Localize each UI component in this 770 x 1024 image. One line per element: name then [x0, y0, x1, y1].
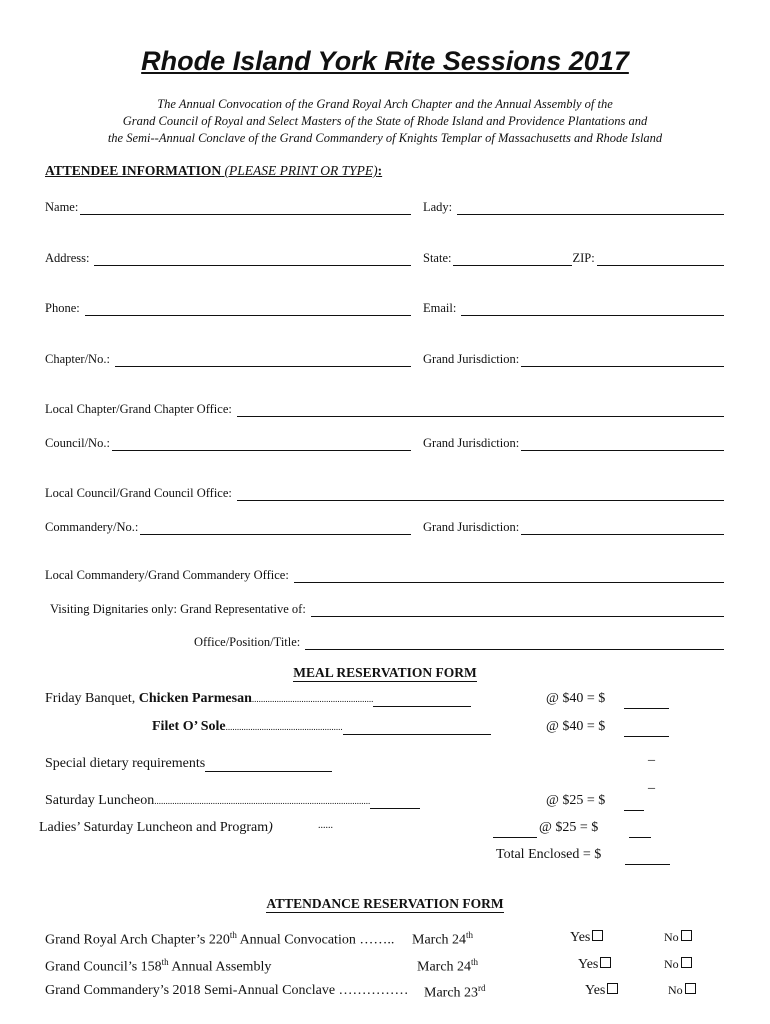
subtitle-line-3: the Semi-‐Annual Conclave of the Grand Commandery of Knights Templar of Massachusetts and Rhode Island: [107, 131, 663, 145]
attendance-heading: ATTENDANCE RESERVATION FORM: [266, 896, 504, 911]
commandery-jurisdiction-field[interactable]: [423, 520, 724, 535]
no-checkbox-chapter[interactable]: No: [664, 930, 692, 945]
lady-label: Lady:: [423, 200, 453, 214]
ladies-count-field[interactable]: [493, 820, 537, 838]
zip-label: ZIP:: [572, 251, 595, 265]
lady-field[interactable]: [423, 200, 724, 215]
council-field[interactable]: [45, 436, 411, 451]
local-chapter-office-field[interactable]: [45, 402, 724, 417]
local-council-office-label: Local Council/Grand Council Office:: [45, 486, 232, 500]
total-enclosed-label: Total Enclosed = $: [496, 847, 602, 862]
yes-checkbox-chapter[interactable]: Yes: [570, 930, 603, 946]
commandery-label: Commandery/No.:: [45, 520, 139, 534]
name-label: Name:: [45, 200, 79, 214]
dietary-requirements-field[interactable]: [45, 756, 332, 772]
chapter-label: Chapter/No.:: [45, 352, 110, 366]
local-council-office-field[interactable]: [45, 486, 724, 501]
local-chapter-office-label: Local Chapter/Grand Chapter Office:: [45, 402, 232, 416]
ladies-dots: ......: [318, 820, 333, 831]
office-position-field[interactable]: [194, 635, 724, 650]
no-checkbox-commandery[interactable]: No: [668, 983, 696, 998]
saturday-amount-field[interactable]: [624, 793, 644, 811]
chapter-jurisdiction-field[interactable]: [423, 352, 724, 367]
checkbox-icon: [681, 930, 692, 941]
dietary-label: Special dietary requirements: [45, 756, 206, 771]
phone-field[interactable]: [45, 301, 411, 316]
address-field[interactable]: [45, 251, 411, 266]
friday-chicken-row: Friday Banquet, Chicken Parmesan......................................................: [45, 691, 471, 707]
yes-checkbox-commandery[interactable]: Yes: [585, 983, 618, 999]
subtitle-line-2: Grand Council of Royal and Select Masters of the State of Rhode Island and Providence Plantations and: [122, 114, 648, 128]
email-label: Email:: [423, 301, 457, 315]
yes-checkbox-council[interactable]: Yes: [578, 957, 611, 973]
email-field[interactable]: [423, 301, 724, 316]
meal-heading: MEAL RESERVATION FORM: [293, 665, 477, 680]
office-position-label: Office/Position/Title:: [194, 635, 301, 649]
ladies-luncheon-price: @ $25 = $: [539, 820, 599, 835]
grand-jurisdiction-label: Grand Jurisdiction:: [423, 520, 520, 534]
checkbox-icon: [600, 957, 611, 968]
total-amount-field[interactable]: [625, 847, 670, 865]
local-commandery-office-field[interactable]: [45, 568, 724, 583]
saturday-luncheon-row: Saturday Luncheon................................................................................................: [45, 793, 420, 809]
visiting-dignitaries-field[interactable]: [50, 602, 724, 617]
local-commandery-office-label: Local Commandery/Grand Commandery Office:: [45, 568, 289, 582]
council-jurisdiction-field[interactable]: [423, 436, 724, 451]
state-zip-field[interactable]: [423, 251, 724, 266]
name-field[interactable]: [45, 200, 411, 215]
no-checkbox-council[interactable]: No: [664, 957, 692, 972]
attendance-date-commandery: March 23rd: [424, 983, 486, 1001]
chicken-amount-field[interactable]: [624, 691, 669, 709]
ladies-luncheon-row: Ladies’ Saturday Luncheon and Program): [39, 820, 273, 835]
checkbox-icon: [685, 983, 696, 994]
friday-chicken-price: @ $40 = $: [546, 691, 606, 706]
visiting-dignitaries-label: Visiting Dignitaries only: Grand Representative of:: [50, 602, 306, 616]
subtitle-line-1: The Annual Convocation of the Grand Royal Arch Chapter and the Annual Assembly of the: [157, 97, 613, 111]
checkbox-icon: [681, 957, 692, 968]
attendee-heading: ATTENDEE INFORMATION (PLEASE PRINT OR TYPE):: [45, 163, 383, 178]
friday-filet-price: @ $40 = $: [546, 719, 606, 734]
commandery-field[interactable]: [45, 520, 411, 535]
council-label: Council/No.:: [45, 436, 110, 450]
attendance-date-council: March 24th: [417, 957, 479, 975]
grand-jurisdiction-label: Grand Jurisdiction:: [423, 352, 520, 366]
attendance-row-commandery: Grand Commandery’s 2018 Semi-Annual Conclave ……………: [45, 983, 409, 998]
attendance-row-council: Grand Council’s 158th Annual Assembly: [45, 957, 272, 975]
checkbox-icon: [592, 930, 603, 941]
attendance-row-chapter: Grand Royal Arch Chapter’s 220th Annual Convocation ……..: [45, 930, 395, 948]
phone-label: Phone:: [45, 301, 80, 315]
chapter-field[interactable]: [45, 352, 411, 367]
attendance-date-chapter: March 24th: [412, 930, 474, 948]
page-title: Rhode Island York Rite Sessions 2017: [141, 46, 629, 76]
saturday-luncheon-price: @ $25 = $: [546, 793, 606, 808]
friday-filet-row: Filet O’ Sole....................................................: [152, 719, 491, 735]
dash-mark: _: [648, 748, 655, 763]
filet-amount-field[interactable]: [624, 719, 669, 737]
grand-jurisdiction-label: Grand Jurisdiction:: [423, 436, 520, 450]
ladies-amount-field[interactable]: [629, 820, 651, 838]
dash-mark: _: [648, 776, 655, 791]
state-label: State:: [423, 251, 452, 265]
checkbox-icon: [607, 983, 618, 994]
address-label: Address:: [45, 251, 90, 265]
